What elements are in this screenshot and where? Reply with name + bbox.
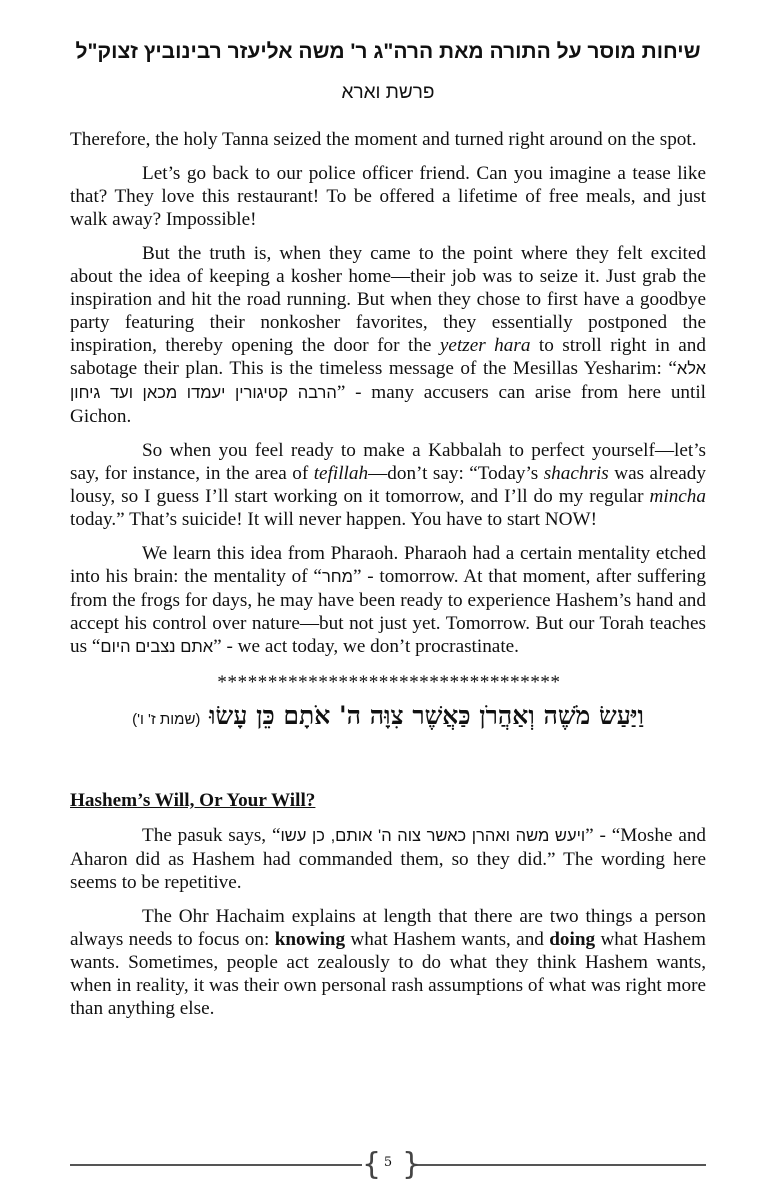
pasuk-heading: [70, 701, 706, 731]
hebrew-quote: מחר: [321, 568, 353, 586]
section-heading: Hashem’s Will, Or Your Will?: [70, 790, 316, 811]
text-run: We learn this idea from Pharaoh. Pharaoh had a certain mentality etched into his brain: the mentality of “: [70, 543, 706, 587]
text-run: —don’t say: “Today’s: [368, 463, 544, 484]
italic-term: yetzer hara: [439, 335, 531, 356]
bold-term: knowing: [274, 929, 346, 950]
paragraph: [70, 439, 706, 531]
text-run: what Hashem wants. Sometimes, people act zealously to do what they think Hashem wants, when in reality, it was their own personal rash assumptions of what was right more than anything else.: [70, 929, 706, 1019]
text-run: today.” That’s suicide! It will never happen. You have to start NOW!: [70, 509, 597, 530]
text-run: Therefore, the holy Tanna seized the moment and turned right around on the spot.: [70, 129, 697, 150]
text-run: The Ohr Hachaim explains at length that there are two things a person always needs to focus on:: [70, 906, 706, 950]
running-header-parsha: פרשת וארא: [341, 82, 435, 103]
bracket-right-icon: }: [402, 1147, 422, 1182]
paragraph: [70, 128, 706, 151]
text-run: ” - we act today, we don’t procrastinate.: [213, 636, 519, 657]
running-header-title: שיחות מוסר על התורה מאת הרה"ג ר' משה אליעזר רבינוביץ זצוק"ל: [75, 40, 701, 63]
hebrew-quote: ויעש משה ואהרן כאשר צוה ה' אותם, כן עשו: [280, 827, 586, 845]
hebrew-quote: אלא הרבה קטיגורין יעמדו מכאן ועד גיחון: [70, 360, 706, 402]
text-run: was already lousy, so I guess I’ll start working on it tomorrow, and I’ll do my regular: [70, 463, 706, 507]
text-run: what Hashem wants, and: [345, 929, 550, 950]
page-number: 5: [383, 1155, 393, 1170]
text-run: So when you feel ready to make a Kabbalah to perfect yourself—let’s say, for instance, in the area of: [70, 440, 706, 484]
bracket-left-icon: {: [362, 1147, 382, 1182]
text-run: The pasuk says, “: [142, 825, 281, 846]
italic-term: mincha: [649, 486, 706, 507]
paragraph: [70, 242, 706, 428]
text-run: ” - tomorrow. At that moment, after suffering from the frogs for days, he may have been ready to experience Hashem’s hand and accept his control over nature—but not just yet. Tomorrow. But our Torah teaches us “: [70, 566, 706, 657]
text-run: to stroll right in and sabotage their plan. This is the timeless message of the Mesillas Yesharim: “: [70, 335, 706, 379]
bold-term: doing: [549, 929, 596, 950]
italic-term: shachris: [543, 463, 609, 484]
paragraph: [70, 905, 706, 1020]
paragraphs-before: [70, 128, 706, 659]
paragraph: [70, 542, 706, 659]
text-run: Let’s go back to our police officer friend. Can you imagine a tease like that? They love this restaurant! To be offered a lifetime of free meals, and just walk away? Impossible!: [70, 163, 706, 230]
section-separator: **********************************: [216, 672, 560, 693]
paragraphs-after: [70, 824, 706, 1020]
text-run: ” - “Moshe and Aharon did as Hashem had commanded them, so they did.” The wording here seems to be repetitive.: [70, 825, 707, 893]
page-body: [70, 128, 706, 1031]
pasuk-text: וַיַּעַשׂ מֹשֶׁה וְאַהֲרֹן כַּאֲשֶׁר צִוָּה ה' אֹתָם כֵּן עָשׂוּ: [209, 701, 644, 730]
paragraph: [70, 824, 706, 894]
text-run: ” - many accusers can arise from here until Gichon.: [70, 382, 706, 427]
pasuk-source: (שמות ז' ו'): [132, 711, 201, 728]
page-footer: [70, 1147, 706, 1182]
text-run: But the truth is, when they came to the point where they felt excited about the idea of keeping a kosher home—their job was to seize it. Just grab the inspiration and hit the road running. But when they chose to first have a goodbye party featuring their nonkosher favorites, they essentially postponed the inspiration, thereby opening the door for the: [70, 243, 706, 356]
italic-term: tefillah: [313, 463, 369, 484]
hebrew-quote: אתם נצבים היום: [100, 638, 214, 656]
paragraph: [70, 162, 706, 231]
